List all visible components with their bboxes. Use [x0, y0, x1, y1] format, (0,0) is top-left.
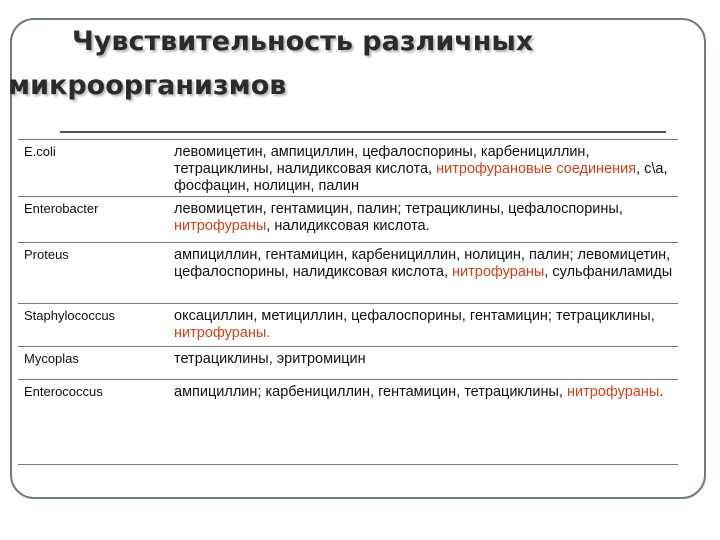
drugs-cell [168, 243, 678, 304]
sensitivity-table [18, 139, 678, 465]
highlighted-drug: нитрофураны [174, 218, 267, 234]
organism-cell: Proteus [18, 243, 168, 304]
highlighted-drug: нитрофурановые соединения [436, 161, 637, 177]
drug-text: ампициллин, гентамицин, карбенициллин, нолицин, палин; левомицетин, цефалоспорины, налидиксовая кислота, [174, 247, 675, 280]
table-row [18, 304, 678, 347]
title-line-1: Чувствительность различных [72, 26, 534, 57]
title-line-2: микроорганизмов [8, 70, 287, 101]
drugs-cell [168, 347, 678, 380]
drug-text: , сульфаниламиды [544, 264, 673, 280]
drug-text: ампициллин; карбенициллин, гентамицин, тетрациклины, [174, 384, 567, 400]
drug-text: , с\а, фосфацин, нолицин, палин [174, 161, 672, 194]
drug-text: левомицетин, ампициллин, цефалоспорины, карбенициллин, тетрациклины, налидиксовая кислота, [174, 144, 594, 177]
drug-text: , налидиксовая кислота. [266, 218, 430, 234]
organism-cell: Mycoplas [18, 347, 168, 380]
drugs-cell [168, 304, 678, 347]
drug-text: левомицетин, гентамицин, палин; тетрациклины, цефалоспорины, [174, 201, 627, 217]
drug-text: . [659, 384, 664, 400]
drug-text: тетрациклины, эритромицин [174, 351, 366, 367]
organism-cell: Enterobacter [18, 197, 168, 243]
drug-text: оксациллин, метициллин, цефалоспорины, гентамицин; тетрациклины, [174, 308, 659, 324]
table-row [18, 197, 678, 243]
table-row [18, 347, 678, 380]
highlighted-drug: нитрофураны [452, 264, 545, 280]
title-divider [60, 131, 666, 133]
organism-cell: Staphylococcus [18, 304, 168, 347]
drugs-cell [168, 380, 678, 465]
table-row [18, 243, 678, 304]
organism-cell: Enterococcus [18, 380, 168, 465]
drugs-cell [168, 140, 678, 197]
table-row [18, 380, 678, 465]
drugs-cell [168, 197, 678, 243]
table-row [18, 140, 678, 197]
sensitivity-table-container [18, 139, 678, 464]
highlighted-drug: нитрофураны [566, 384, 660, 400]
highlighted-drug: нитрофураны. [174, 325, 271, 341]
slide-title [0, 20, 720, 120]
organism-cell: E.coli [18, 140, 168, 197]
